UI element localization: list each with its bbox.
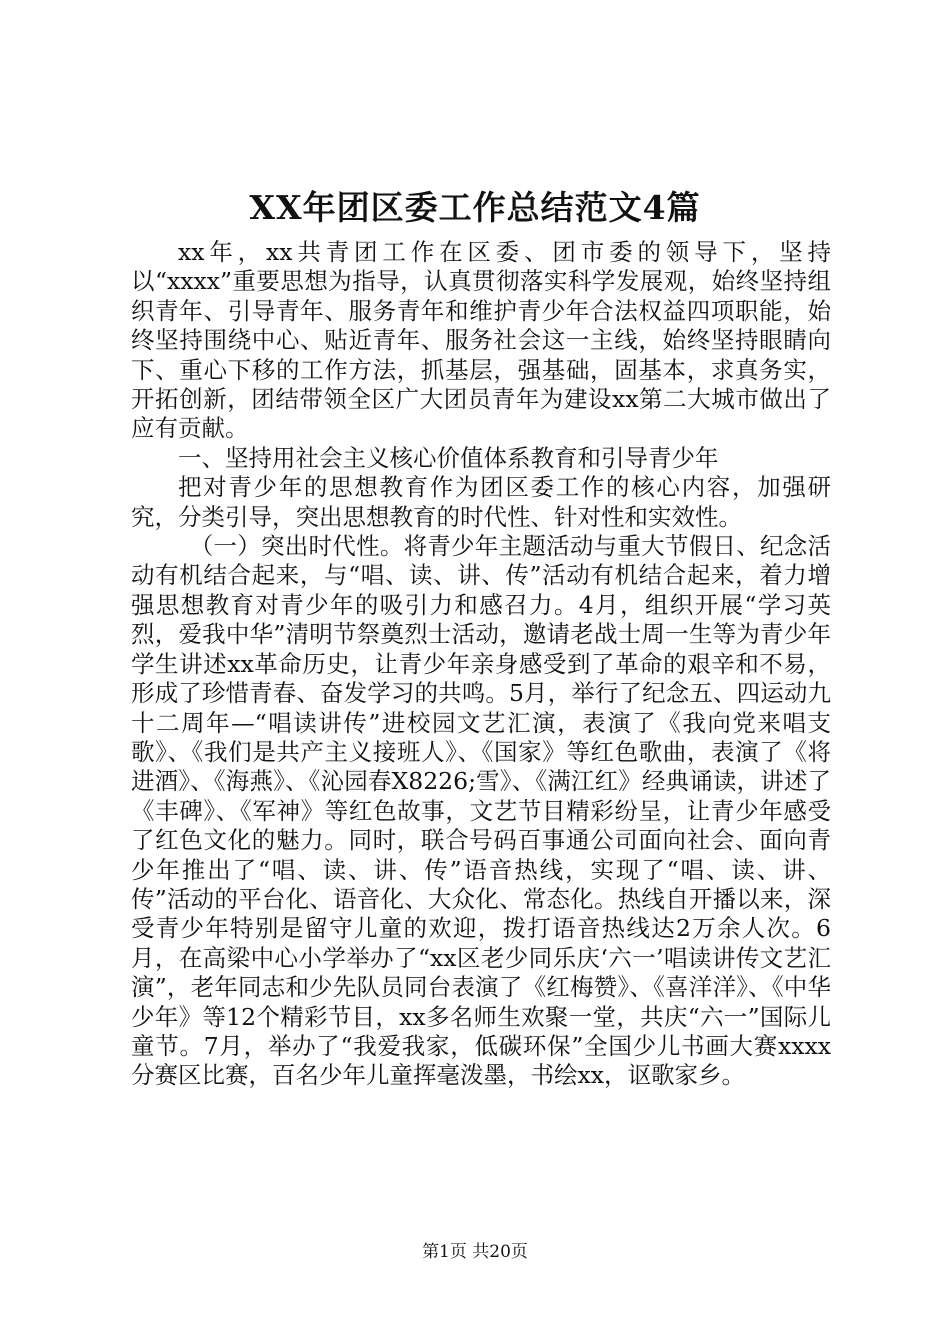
section-intro-paragraph: 把对青少年的思想教育作为团区委工作的核心内容，加强研究，分类引导，突出思想教育的时代性、针对性和实效性。 xyxy=(131,473,831,531)
intro-paragraph: xx年，xx共青团工作在区委、团市委的领导下，坚持以“xxxx”重要思想为指导，认真贯彻落实科学发展观，始终坚持组织青年、引导青年、服务青年和维护青少年合法权益四项职能，始终坚持围绕中心、贴近青年、服务社会这一主线，始终坚持眼睛向下、重心下移的工作方法，抓基层，强基础，固基本，求真务实，开拓创新，团结带领全区广大团员青年为建设xx第二大城市做出了应有贡献。 xyxy=(131,238,831,443)
subsection-paragraph: （一）突出时代性。将青少年主题活动与重大节假日、纪念活动有机结合起来，与“唱、读、讲、传”活动有机结合起来，着力增强思想教育对青少年的吸引力和感召力。4月，组织开展“学习英烈，爱我中华”清明节祭奠烈士活动，邀请老战士周一生等为青少年学生讲述xx革命历史，让青少年亲身感受到了革命的艰辛和不易，形成了珍惜青春、奋发学习的共鸣。5月，举行了纪念五、四运动九十二周年—“唱读讲传”进校园文艺汇演，表演了《我向党来唱支歌》、《我们是共产主义接班人》、《国家》等红色歌曲，表演了《将进酒》、《海燕》、《沁园春X8226;雪》、《满江红》经典诵读，讲述了《丰碑》、《军神》等红色故事，文艺节目精彩纷呈，让青少年感受了红色文化的魅力。同时，联合号码百事通公司面向社会、面向青少年推出了“唱、读、讲、传”语音热线，实现了“唱、读、讲、传”活动的平台化、语音化、大众化、常态化。热线自开播以来，深受青少年特别是留守儿童的欢迎，拨打语音热线达2万余人次。6月，在高梁中心小学举办了“xx区老少同乐庆‘六一’唱读讲传文艺汇演”，老年同志和少先队员同台表演了《红梅赞》、《喜洋洋》、《中华少年》等12个精彩节目，xx多名师生欢聚一堂，共庆“六一”国际儿童节。7月，举办了“我爱我家，低碳环保”全国少儿书画大赛xxxx分赛区比赛，百名少年儿童挥毫泼墨，书绘xx，讴歌家乡。 xyxy=(131,532,831,1090)
document-body xyxy=(131,238,831,1091)
section-heading: 一、坚持用社会主义核心价值体系教育和引导青少年 xyxy=(178,443,719,472)
page-number-footer: 第1页 共20页 xyxy=(422,1242,528,1262)
document-title: XX年团区委工作总结范文4篇 xyxy=(249,188,701,227)
